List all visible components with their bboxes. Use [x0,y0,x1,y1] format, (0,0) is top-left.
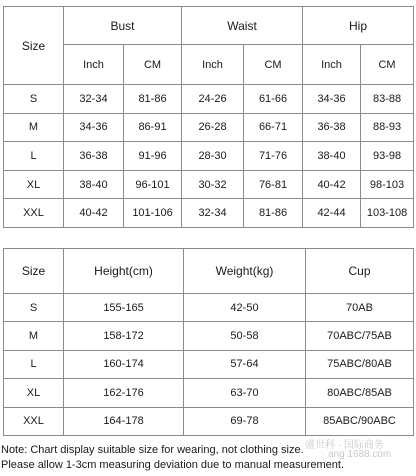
table-cell: 32-34 [64,85,124,114]
table-cell: 93-98 [361,142,414,171]
table-cell: 85ABC/90ABC [306,407,414,435]
size-cell: S [4,85,64,114]
table-cell: 63-70 [184,379,306,407]
waist-group-header: Waist [182,7,303,45]
note-line: Please allow 1-3cm measuring deviation due to manual measurement. [1,459,345,471]
hip-group-header: Hip [303,7,414,45]
size-measurement-table [3,6,414,228]
table-cell: 83-88 [361,85,414,114]
body-fit-table [3,248,414,436]
table-cell: 158-172 [64,322,184,350]
unit-header: CM [244,45,303,85]
size-cell: XL [4,170,64,199]
table-cell: 96-101 [124,170,182,199]
table-cell: 71-76 [244,142,303,171]
table-cell: 70AB [306,294,414,322]
table-header-row [4,249,414,294]
table-cell: 81-86 [124,85,182,114]
table-cell: 32-34 [182,199,244,228]
table-row [4,170,414,199]
table-cell: 81-86 [244,199,303,228]
table-cell: 42-44 [303,199,361,228]
table-cell: 75ABC/80AB [306,350,414,378]
table-cell: 28-30 [182,142,244,171]
watermark-text: 盛世科 · 国际商务 [305,440,384,451]
table-cell: 91-96 [124,142,182,171]
table-cell: 36-38 [303,113,361,142]
table-cell: 160-174 [64,350,184,378]
table-row [4,113,414,142]
table-row [4,294,414,322]
table-cell: 66-71 [244,113,303,142]
table-cell: 76-81 [244,170,303,199]
table-cell: 26-28 [182,113,244,142]
bust-group-header: Bust [64,7,182,45]
size-cell: XXL [4,199,64,228]
size-cell: XL [4,379,64,407]
table-cell: 40-42 [64,199,124,228]
table-row [4,322,414,350]
unit-header: Inch [64,45,124,85]
note-line: Note: Chart display suitable size for wearing, not clothing size. [1,444,304,456]
cup-column-header: Cup [306,249,414,294]
table-cell: 57-64 [184,350,306,378]
size-cell: XXL [4,407,64,435]
table-cell: 34-36 [303,85,361,114]
table-cell: 38-40 [64,170,124,199]
table-cell: 40-42 [303,170,361,199]
unit-header: Inch [303,45,361,85]
table-cell: 101-106 [124,199,182,228]
weight-column-header: Weight(kg) [184,249,306,294]
table-header-row [4,7,414,45]
table-cell: 86-91 [124,113,182,142]
size-cell: S [4,294,64,322]
table-cell: 34-36 [64,113,124,142]
table-row [4,199,414,228]
table-cell: 88-93 [361,113,414,142]
unit-header-row [4,45,414,85]
table-row [4,379,414,407]
size-cell: L [4,142,64,171]
table-cell: 42-50 [184,294,306,322]
table-row [4,350,414,378]
unit-header: Inch [182,45,244,85]
table-cell: 70ABC/75AB [306,322,414,350]
table-row [4,85,414,114]
table-cell: 69-78 [184,407,306,435]
watermark-text: ang 1688.com [328,449,392,460]
table-cell: 103-108 [361,199,414,228]
table-cell: 50-58 [184,322,306,350]
table-cell: 61-66 [244,85,303,114]
height-column-header: Height(cm) [64,249,184,294]
size-cell: M [4,113,64,142]
table-cell: 36-38 [64,142,124,171]
table-row [4,142,414,171]
size-cell: M [4,322,64,350]
unit-header: CM [361,45,414,85]
unit-header: CM [124,45,182,85]
size-column-header: Size [4,7,64,85]
size-column-header: Size [4,249,64,294]
notes [1,443,344,473]
table-cell: 24-26 [182,85,244,114]
table-cell: 38-40 [303,142,361,171]
table-row [4,407,414,435]
table-cell: 30-32 [182,170,244,199]
table-cell: 162-176 [64,379,184,407]
table-cell: 80ABC/85AB [306,379,414,407]
table-cell: 164-178 [64,407,184,435]
size-cell: L [4,350,64,378]
table-cell: 98-103 [361,170,414,199]
table-cell: 155-165 [64,294,184,322]
